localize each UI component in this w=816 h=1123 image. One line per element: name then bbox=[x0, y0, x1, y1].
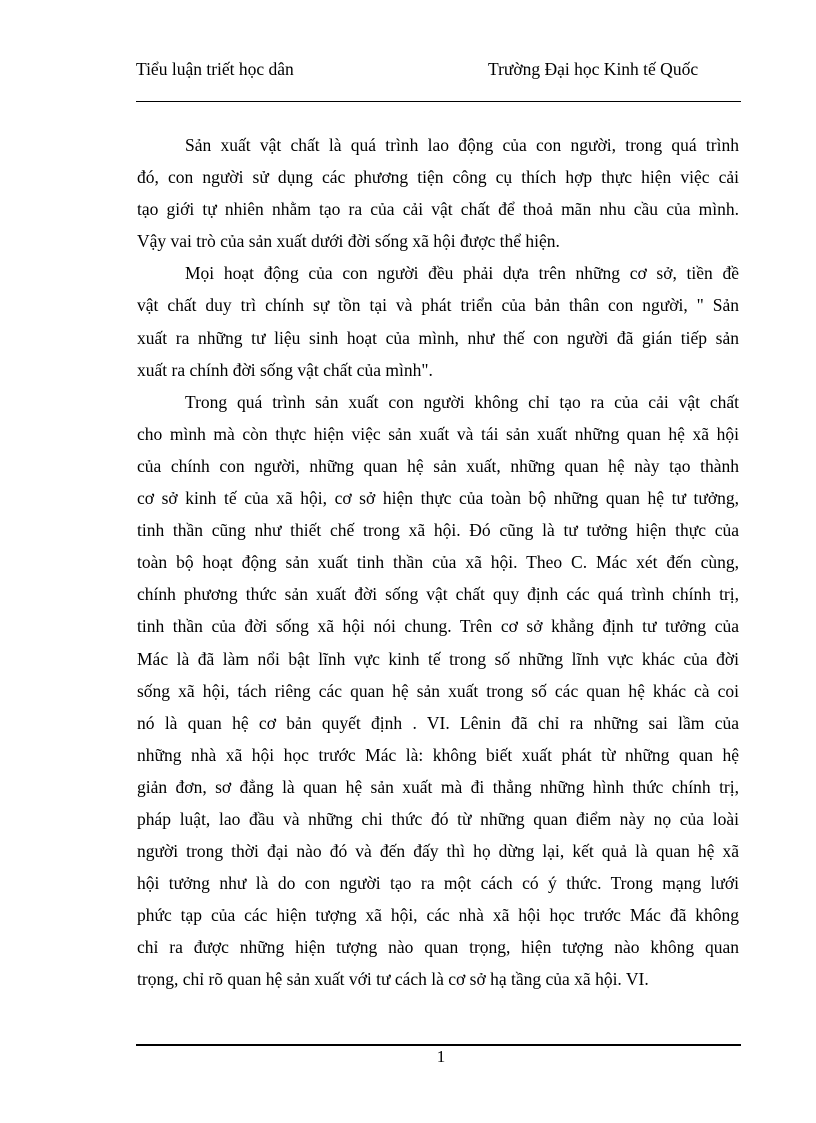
text-line: những nhà xã hội học trước Mác là: không biết xuất phát từ những quan hệ bbox=[137, 744, 739, 765]
header-divider bbox=[136, 101, 741, 102]
text-line: sống xã hội, tách riêng các quan hệ sản xuất trong số các quan hệ khác cà coi bbox=[137, 680, 739, 701]
text-line: phức tạp của các hiện tượng xã hội, các nhà xã hội học trước Mác đã không bbox=[137, 905, 739, 926]
text-line: cho mình mà còn thực hiện việc sản xuất và tái sản xuất những quan hệ xã hội bbox=[137, 423, 739, 444]
text-line: Mác là đã làm nổi bật lĩnh vực kinh tế trong số những lĩnh vực khác của đời bbox=[137, 648, 739, 669]
text-line: cơ sở kinh tế của xã hội, cơ sở hiện thực của toàn bộ những quan hệ tư tưởng, bbox=[137, 488, 739, 509]
text-line: hội tưởng như là do con người tạo ra một cách có ý thức. Trong mạng lưới bbox=[137, 873, 739, 894]
text-line: xuất ra những tư liệu sinh hoạt của mình, như thế con người đã gián tiếp sản bbox=[137, 327, 739, 348]
paragraph-1 bbox=[137, 129, 739, 257]
text-line: đó, con người sử dụng các phương tiện công cụ thích hợp thực hiện việc cải bbox=[137, 167, 739, 188]
text-line: giản đơn, sơ đẳng là quan hệ sản xuất mà đi thẳng những hình thức chính trị, bbox=[137, 776, 739, 797]
text-line: Sản xuất vật chất là quá trình lao động của con người, trong quá trình bbox=[185, 135, 739, 155]
header-right-title: Trường Đại học Kinh tế Quốc bbox=[488, 59, 699, 79]
page-number: 1 bbox=[436, 1047, 446, 1066]
text-line: chỉ ra được những hiện tượng nào quan trọng, hiện tượng nào không quan bbox=[137, 937, 739, 958]
text-line: Mọi hoạt động của con người đều phải dựa trên những cơ sở, tiền đề bbox=[185, 263, 739, 284]
text-line: tinh thần cũng như thiết chế trong xã hội. Đó cũng là tư tưởng hiện thực của bbox=[137, 520, 739, 541]
text-line: tinh thần của đời sống xã hội nói chung. Trên cơ sở khẳng định tư tưởng của bbox=[137, 616, 739, 637]
text-line: Trong quá trình sản xuất con người không chỉ tạo ra của cải vật chất bbox=[185, 391, 739, 412]
document-body bbox=[137, 129, 739, 996]
text-line: xuất ra chính đời sống vật chất của mình". bbox=[137, 359, 433, 380]
text-line: pháp luật, lao đầu và những chi thức đó từ những quan điểm này nọ của loài bbox=[137, 808, 739, 829]
text-line: tạo giới tự nhiên nhằm tạo ra của cải vật chất để thoả mãn nhu cầu của mình. bbox=[137, 199, 739, 220]
text-line: nó là quan hệ cơ bản quyết định . VI. Lênin đã chỉ ra những sai lầm của bbox=[137, 712, 739, 733]
text-line: Vậy vai trò của sản xuất dưới đời sống xã hội được thể hiện. bbox=[137, 231, 560, 252]
text-line: toàn bộ hoạt động sản xuất tinh thần của xã hội. Theo C. Mác xét đến cùng, bbox=[137, 552, 739, 573]
paragraph-2 bbox=[137, 257, 739, 385]
text-line: trọng, chỉ rõ quan hệ sản xuất với tư cách là cơ sở hạ tầng của xã hội. VI. bbox=[137, 969, 649, 990]
text-line: vật chất duy trì chính sự tồn tại và phát triển của bản thân con người, " Sản bbox=[137, 295, 739, 316]
text-line: của chính con người, những quan hệ sản xuất, những quan hệ này tạo thành bbox=[137, 455, 739, 476]
paragraph-3 bbox=[137, 386, 739, 996]
text-line: chính phương thức sản xuất đời sống vật chất quy định các quá trình chính trị, bbox=[137, 584, 739, 605]
text-line: người trong thời đại nào đó và đến đấy thì họ dừng lại, kết quả là quan hệ xã bbox=[137, 841, 739, 862]
header-left-title: Tiểu luận triết học dân bbox=[136, 59, 294, 79]
